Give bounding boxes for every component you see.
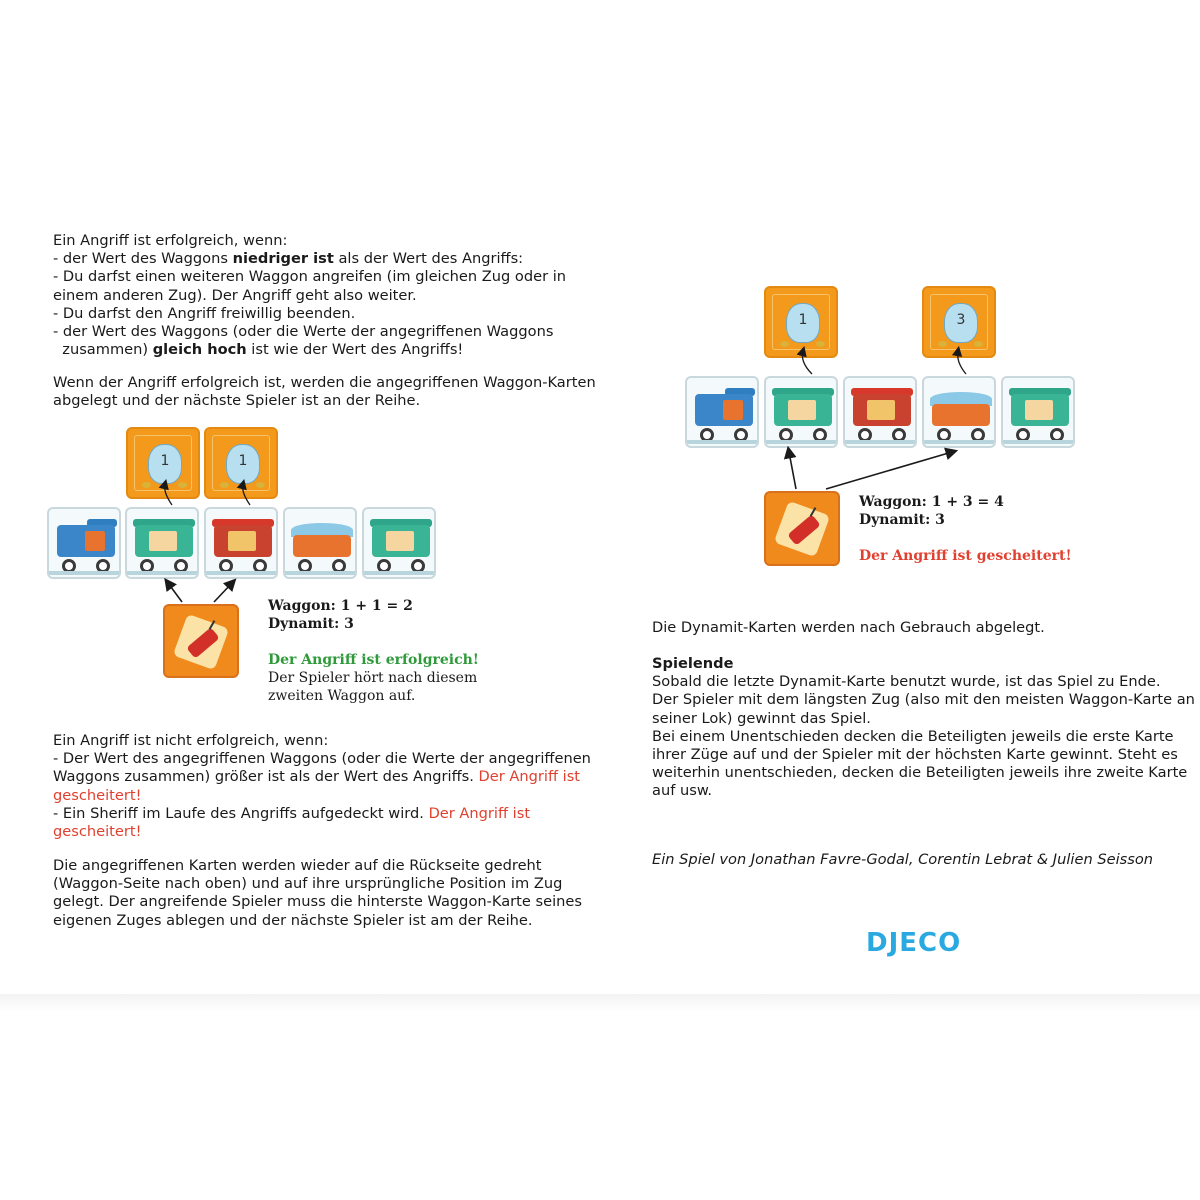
game-end-section — [652, 655, 1195, 801]
success-line-4: einem anderen Zug). Der Angriff geht also weiter. — [53, 286, 417, 304]
example-2-dynamite: Dynamit: 3 — [859, 512, 945, 528]
game-end-line-1: Sobald die letzte Dynamit-Karte benutzt wurde, ist das Spiel zu Ende. — [652, 673, 1161, 691]
fail-line-5b: Der Angriff ist — [428, 804, 531, 822]
game-end-line-4: Bei einem Unentschieden decken die Beteiligten jeweils die erste Karte — [652, 727, 1174, 745]
fail-line-3a: Waggons zusammen) größer ist als der Wert des Angriffs. — [53, 768, 479, 786]
dynamite-rule: Die Dynamit-Karten werden nach Gebrauch abgelegt. — [652, 619, 1045, 636]
example-1-dynamite: Dynamit: 3 — [268, 616, 354, 632]
fail-line-2: - Der Wert des angegriffenen Waggons (oder die Werte der angegriffenen — [53, 750, 591, 768]
return-line-4: eigenen Zuges ablegen und der nächste Spieler ist am der Reihe. — [53, 911, 533, 929]
loot-value: 3 — [956, 312, 966, 328]
game-end-line-5: ihrer Züge auf und der Spieler mit der höchsten Karte gewinnt. Steht es — [652, 746, 1178, 764]
success-line-7b: gleich hoch — [152, 341, 247, 359]
fail-line-6: gescheitert! — [53, 823, 142, 841]
game-end-line-6: weiterhin unentschieden, decken die Beteiligten jeweils ihre zweite Karte — [652, 764, 1188, 782]
success-line-3: - Du darfst einen weiteren Waggon angreifen (im gleichen Zug oder in — [53, 268, 567, 286]
game-end-line-3: seiner Lok) gewinnt das Spiel. — [652, 709, 871, 727]
success-line-2c: als der Wert des Angriffs: — [333, 250, 524, 268]
example-1-result: Der Angriff ist erfolgreich! — [268, 652, 479, 668]
success-line-6: - der Wert des Waggons (oder die Werte der angegriffenen Waggons — [53, 323, 554, 341]
example-2-result: Der Angriff ist gescheitert! — [859, 548, 1072, 564]
after-line-1: Wenn der Angriff erfolgreich ist, werden die angegriffenen Waggon-Karten — [53, 374, 596, 391]
example-1-calc: Waggon: 1 + 1 = 2 — [268, 598, 413, 614]
success-line-2b: niedriger ist — [232, 250, 334, 268]
success-intro: Ein Angriff ist erfolgreich, wenn: — [53, 232, 288, 249]
credits: Ein Spiel von Jonathan Favre-Godal, Corentin Lebrat & Julien Seisson — [652, 851, 1154, 868]
game-end-line-2: Der Spieler mit dem längsten Zug (also mit den meisten Waggon-Karte an — [652, 691, 1195, 709]
loot-value: 1 — [238, 453, 248, 469]
success-line-7a: zusammen) — [53, 341, 153, 359]
example-2-caption — [859, 493, 1072, 565]
example-1-note-2: zweiten Waggon auf. — [268, 688, 416, 704]
djeco-logo: DJECO — [866, 928, 962, 958]
fail-intro: Ein Angriff ist nicht erfolgreich, wenn: — [53, 732, 329, 749]
game-end-line-7: auf usw. — [652, 782, 713, 800]
success-line-5: - Du darfst den Angriff freiwillig beenden. — [53, 304, 356, 322]
example-1-note-1: Der Spieler hört nach diesem — [268, 670, 478, 686]
game-end-title: Spielende — [652, 655, 734, 672]
fail-line-4: gescheitert! — [53, 786, 142, 804]
loot-value: 1 — [798, 312, 808, 328]
success-line-2a: - der Wert des Waggons — [53, 250, 233, 268]
after-line-2: abgelegt und der nächste Spieler ist an der Reihe. — [53, 392, 421, 410]
success-line-7c: ist wie der Wert des Angriffs! — [246, 341, 464, 359]
return-line-3: gelegt. Der angreifende Spieler muss die hinterste Waggon-Karte seines — [53, 893, 582, 911]
loot-value: 1 — [160, 453, 170, 469]
return-line-1: Die angegriffenen Karten werden wieder auf die Rückseite gedreht — [53, 857, 542, 874]
example-2-calc: Waggon: 1 + 3 = 4 — [859, 494, 1004, 510]
fail-line-3b: Der Angriff ist — [478, 768, 581, 786]
fail-line-5a: - Ein Sheriff im Laufe des Angriffs aufgedeckt wird. — [53, 804, 429, 822]
return-line-2: (Waggon-Seite nach oben) und auf ihre ursprüngliche Position im Zug — [53, 875, 563, 893]
